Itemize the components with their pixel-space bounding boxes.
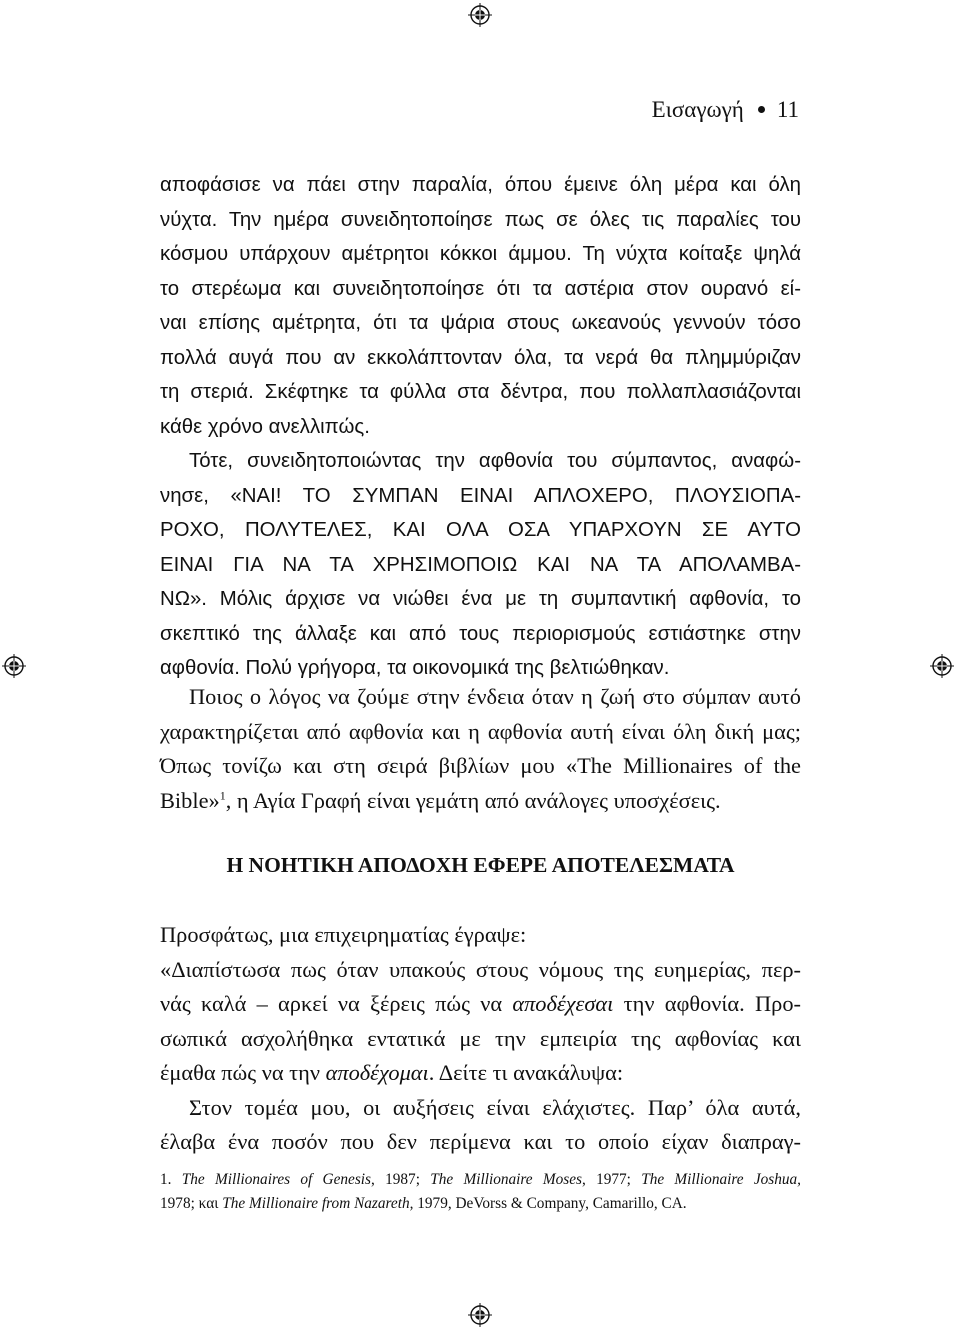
- text-line: Στον τομέα μου, οι αυξήσεις είναι ελάχιστες. Παρ’ όλα αυτά,: [189, 1094, 801, 1120]
- paragraph-4: [160, 918, 801, 1091]
- text-line: νησε, «ΝΑΙ! ΤΟ ΣΥΜΠΑΝ ΕΙΝΑΙ ΑΠΛΟΧΕΡΟ, ΠΛΟΥΣΙΟΠΑ-: [160, 484, 801, 507]
- body-text-sans: [160, 168, 801, 686]
- book-title: The Millionaire Joshua,: [641, 1171, 801, 1188]
- paragraph-2: [160, 444, 801, 686]
- text-fragment: την αφθονία. Προ-: [613, 991, 801, 1016]
- text-fragment: , 1977;: [581, 1171, 642, 1188]
- body-text-serif: [160, 680, 801, 818]
- paragraph-5: [160, 1091, 801, 1160]
- text-line: ναι επίσης αμέτρητα, ότι τα ψάρια στους ωκεανούς γεννούν τόσο: [160, 312, 801, 334]
- emphasis-text: αποδέχομαι: [325, 1060, 429, 1085]
- registration-mark-top-icon: [468, 3, 492, 27]
- text-line: «Διαπίστωσα πως όταν υπακούς στους νόμους της ευημερίας, περ-: [160, 956, 801, 982]
- text-fragment: . Δείτε τι ανακάλυψα:: [428, 1060, 624, 1085]
- registration-mark-left-icon: [2, 654, 26, 678]
- book-title: The Millionaire Moses: [430, 1171, 582, 1188]
- paragraph-3: [160, 680, 801, 818]
- body-text-serif-2: [160, 918, 801, 1160]
- text-line: κόσμου υπάρχουν αμέτρητοι κόκκοι άμμου. Τη νύχτα κοίταξε ψηλά: [160, 243, 801, 265]
- text-line: πολλά αυγά που αν εκκολάπτονταν όλα, τα νερά θα πλημμύριζαν: [160, 346, 801, 369]
- text-line: σωπικά ασχολήθηκα εντατικά με την εμπειρία της αφθονίας και: [160, 1025, 801, 1051]
- text-line: Προσφάτως, μια επιχειρηματίας έγραψε:: [160, 922, 527, 947]
- text-fragment: έμαθα πώς να την: [160, 1060, 326, 1085]
- text-line: [160, 1056, 801, 1091]
- text-line: αφθονία. Πολύ γρήγορα, τα οικονομικά της βελτιώθηκαν.: [160, 657, 670, 679]
- text-line: έλαβα ένα ποσόν που δεν περίμενα και το οποίο είχαν διαπραγ-: [160, 1129, 801, 1154]
- text-fragment: νάς καλά – αρκεί να ξέρεις πώς να: [160, 991, 513, 1016]
- emphasis-text: αποδέχεσαι: [512, 991, 614, 1016]
- text-line: Ποιος ο λόγος να ζούμε στην ένδεια όταν η ζωή στο σύμπαν αυτό: [189, 684, 801, 709]
- running-head: [652, 95, 799, 125]
- text-line: νύχτα. Την ημέρα συνειδητοποίησε πως σε όλες τις παραλίες του: [160, 208, 801, 231]
- text-line: σκεπτικό της άλλαξε και από τους περιορισμούς εστιάστηκε στην: [160, 622, 801, 645]
- text-line: τη στεριά. Σκέφτηκε τα φύλλα στα δέντρα, που πολλαπλασιάζονται: [160, 381, 801, 403]
- text-fragment: Bible»: [160, 787, 220, 813]
- footnote: [160, 1168, 801, 1216]
- footnote-line: [160, 1168, 801, 1192]
- text-fragment: 1978; και: [160, 1195, 223, 1212]
- running-head-bullet-icon: [758, 106, 765, 113]
- registration-mark-right-icon: [930, 654, 954, 678]
- book-title: The Millionaires of Genesis: [181, 1171, 371, 1188]
- text-fragment: , η Αγία Γραφή είναι γεμάτη από ανάλογες υποσχέσεις.: [225, 787, 721, 813]
- text-line: χαρακτηρίζεται από αφθονία και η αφθονία αυτή είναι όλη δική μας;: [160, 718, 801, 744]
- page-number: 11: [776, 97, 799, 122]
- registration-mark-bottom-icon: [468, 1303, 492, 1327]
- footnote-number: 1.: [160, 1171, 172, 1188]
- text-fragment: 1979, DeVorss & Company, Camarillo, CA.: [413, 1195, 687, 1212]
- text-line: [160, 784, 801, 819]
- text-line: το στερέωμα και συνειδητοποίησε ότι τα αστέρια στον ουρανό εί-: [160, 277, 801, 300]
- footnote-line: [160, 1192, 801, 1216]
- text-line: κάθε χρόνο ανελλιπώς.: [160, 415, 370, 438]
- text-line: ΕΙΝΑΙ ΓΙΑ ΝΑ ΤΑ ΧΡΗΣΙΜΟΠΟΙΩ ΚΑΙ ΝΑ ΤΑ ΑΠΟΛΑΜΒΑ-: [160, 553, 801, 576]
- text-line: ΝΩ». Μόλις άρχισε να νιώθει ένα με τη συμπαντική αφθονία, το: [160, 588, 801, 610]
- text-line: [160, 987, 801, 1022]
- section-heading: Η ΝΟΗΤΙΚΗ ΑΠΟΔΟΧΗ ΕΦΕΡΕ ΑΠΟΤΕΛΕΣΜΑΤΑ: [226, 853, 735, 877]
- book-title: The Millionaire from Nazareth,: [222, 1195, 414, 1212]
- footnote-reference[interactable]: 1: [219, 788, 226, 803]
- text-line: Όπως τονίζω και στη σειρά βιβλίων μου «The Millionaires of the: [160, 753, 801, 778]
- text-fragment: , 1987;: [370, 1171, 431, 1188]
- running-head-section: Εισαγωγή: [651, 97, 744, 122]
- paragraph-1: [160, 168, 801, 444]
- text-line: Τότε, συνειδητοποιώντας την αφθονία του σύμπαντος, αναφώ-: [189, 450, 801, 472]
- text-line: ΡΟΧΟ, ΠΟΛΥΤΕΛΕΣ, ΚΑΙ ΟΛΑ ΟΣΑ ΥΠΑΡΧΟΥΝ ΣΕ ΑΥΤΟ: [160, 519, 801, 541]
- text-line: αποφάσισε να πάει στην παραλία, όπου έμεινε όλη μέρα και όλη: [160, 174, 801, 196]
